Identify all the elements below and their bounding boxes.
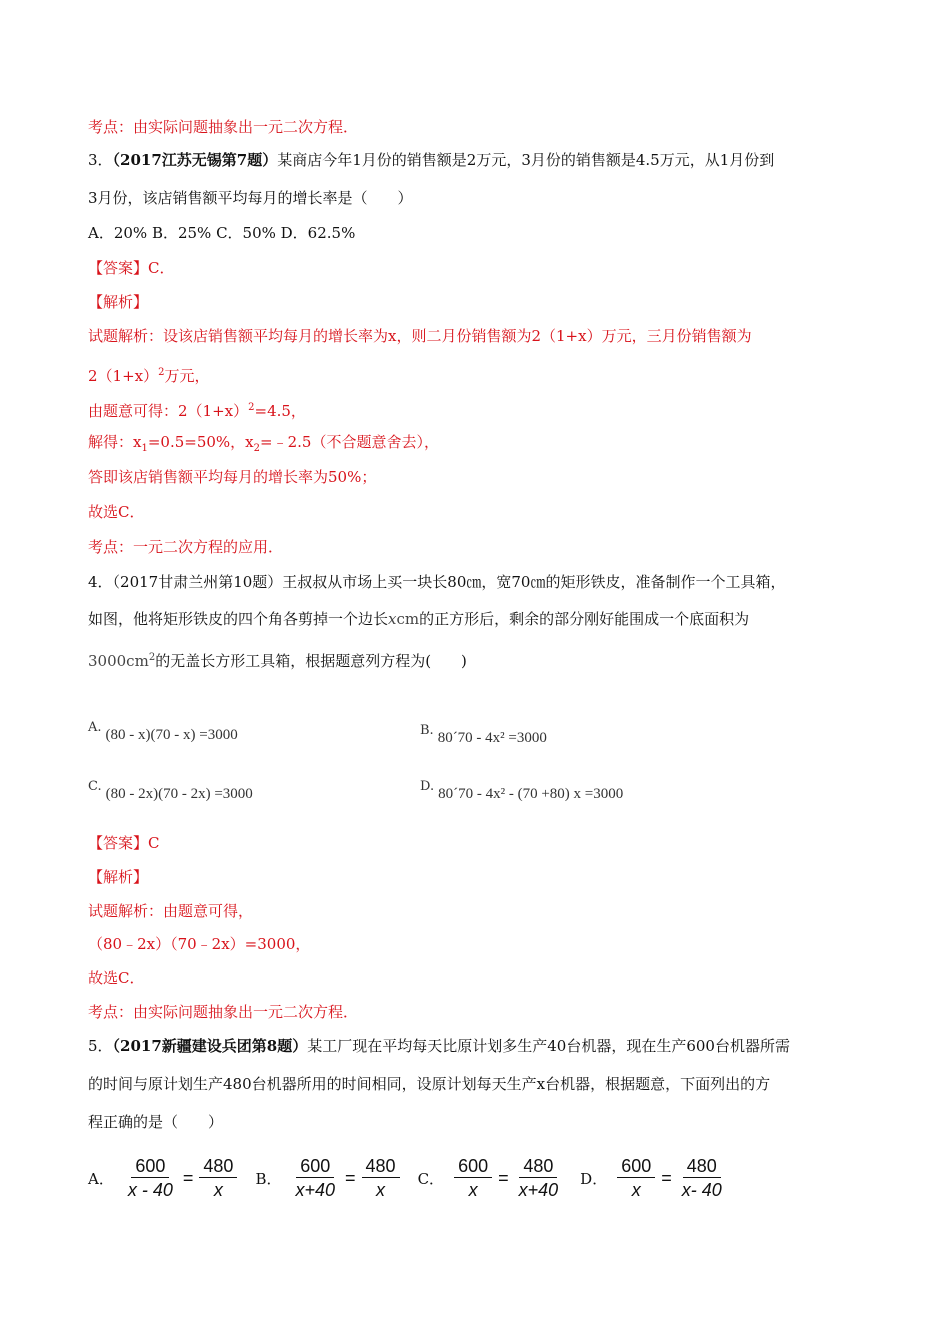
q3-answer: 【答案】C． — [88, 259, 175, 277]
q5-option-b — [255, 1155, 399, 1202]
q5-option-c — [418, 1155, 563, 1202]
q5-stem-line1 — [88, 1036, 790, 1056]
fraction-numerator: 480 — [362, 1155, 400, 1178]
q5-option-a-label: A． — [88, 1170, 114, 1188]
q3-solution-line3 — [88, 398, 306, 421]
q4-option-c-text: (80 - 2x)(70 - 2x) =3000 — [105, 786, 253, 802]
q4-stem2-b: 的正方形后，剩余的部分刚好能围成一个底面积为 — [419, 610, 750, 628]
q3-sol4-c: =﹣2.5（不合题意舍去）， — [260, 433, 439, 451]
q5-number: 5． — [88, 1037, 113, 1055]
fraction-denominator: x — [468, 1180, 478, 1200]
q3-solution-line2 — [88, 363, 210, 386]
q4-kaodian: 考点：由实际问题抽象出一元二次方程． — [88, 1003, 359, 1021]
q5-option-d-left-fraction — [617, 1155, 655, 1202]
q4-option-c — [88, 779, 253, 803]
q3-stem1: 某商店今年1月份的销售额是2万元，3月份的销售额是4.5万元，从1月份到 — [277, 151, 775, 169]
q5-source: （2017新疆建设兵团第8题） — [112, 1037, 308, 1055]
q4-stem-line1: 4．（2017甘肃兰州第10题）王叔叔从市场上买一块长80㎝，宽70㎝的矩形铁皮，准备制作一个工具箱， — [88, 573, 786, 591]
q5-option-c-right-fraction — [515, 1155, 563, 1202]
q5-stem-line2: 的时间与原计划生产480台机器所用的时间相同，设原计划每天生产x台机器，根据题意，下面列出的方 — [88, 1075, 771, 1093]
q4-option-d-label: D. — [420, 779, 435, 794]
q4-option-a-label: A. — [88, 720, 102, 735]
q5-option-a-left-fraction — [124, 1155, 177, 1202]
fraction-numerator: 480 — [199, 1155, 237, 1178]
q3-sol2-a: 2（1+x） — [88, 367, 159, 385]
q3-sol3-sup: 2 — [248, 402, 255, 413]
q3-sol3-b: =4.5， — [254, 402, 306, 420]
equals-sign: = — [498, 1168, 509, 1188]
fraction-denominator: x - 40 — [127, 1180, 173, 1200]
q5-option-b-right-fraction — [362, 1155, 400, 1202]
q4-option-a — [88, 720, 238, 744]
q3-solution-line4 — [88, 432, 439, 459]
fraction-numerator: 600 — [617, 1155, 655, 1178]
equals-sign: = — [182, 1168, 194, 1188]
q4-option-d — [420, 779, 624, 803]
q4-jiexi: 【解析】 — [88, 868, 149, 886]
q5-stem-line3: 程正确的是（ ） — [88, 1113, 224, 1131]
q4-option-c-label: C. — [88, 779, 102, 794]
q3-stem-line1 — [88, 150, 774, 170]
q3-solution-line1: 试题解析：设该店销售额平均每月的增长率为x，则二月份销售额为2（1+x）万元，三月份销售额为 — [88, 327, 752, 345]
q3-solution-line6: 故选C． — [88, 503, 145, 521]
q5-option-b-label: B． — [255, 1170, 282, 1188]
fraction-numerator: 480 — [519, 1155, 557, 1178]
q5-option-d-label: D． — [580, 1170, 608, 1188]
equals-sign: = — [661, 1168, 672, 1188]
q5-option-a — [88, 1155, 237, 1202]
q4-unit-cm: cm — [396, 610, 420, 628]
q4-solution-line1: 试题解析：由题意可得， — [88, 902, 254, 920]
q3-sol2-sup: 2 — [158, 367, 165, 378]
q3-stem2: 3月份，该店销售额平均每月的增长率是（ ） — [88, 189, 413, 207]
q3-sol4-a: 解得：x — [88, 433, 142, 451]
fraction-numerator: 480 — [683, 1155, 721, 1178]
q4-answer: 【答案】C — [88, 834, 160, 852]
fraction-numerator: 600 — [296, 1155, 334, 1178]
q4-option-b-label: B. — [420, 723, 434, 738]
fraction-denominator: x — [213, 1180, 223, 1200]
q4-stem-line3 — [88, 648, 467, 671]
q4-option-b-text: 80´70 - 4x² =3000 — [437, 730, 547, 746]
q5-stem1: 某工厂现在平均每天比原计划多生产40台机器，现在生产600台机器所需 — [307, 1037, 790, 1055]
q4-var-x: x — [388, 610, 397, 628]
q5-options — [88, 1155, 744, 1202]
q4-solution-line2: （80﹣2x）（70﹣2x）=3000， — [88, 935, 311, 953]
q3-options: A．20% B．25% C．50% D．62.5% — [88, 224, 356, 242]
q4-solution-line3: 故选C． — [88, 969, 145, 987]
q4-option-a-text: (80 - x)(70 - x) =3000 — [105, 727, 238, 743]
q4-option-d-text: 80´70 - 4x² - (70 +80) x =3000 — [438, 786, 624, 802]
q5-option-d — [580, 1155, 726, 1202]
q5-option-a-right-fraction — [199, 1155, 237, 1202]
fraction-denominator: x+40 — [518, 1180, 559, 1200]
q3-jiexi: 【解析】 — [88, 293, 149, 311]
q2-kaodian: 考点：由实际问题抽象出一元二次方程． — [88, 118, 359, 136]
q3-solution-line5: 答即该店销售额平均每月的增长率为50%； — [88, 468, 377, 486]
q5-option-b-left-fraction — [291, 1155, 339, 1202]
q3-kaodian: 考点：一元二次方程的应用． — [88, 538, 284, 556]
fraction-denominator: x — [631, 1180, 641, 1200]
q3-sol3-a: 由题意可得：2（1+x） — [88, 402, 249, 420]
q3-sol4-sub2: 2 — [253, 443, 261, 454]
q3-sol4-b: =0.5=50%，x — [147, 433, 254, 451]
fraction-numerator: 600 — [131, 1155, 169, 1178]
q4-area-sup: 2 — [148, 652, 156, 663]
fraction-denominator: x — [376, 1180, 386, 1200]
q4-stem2-a: 如图，他将矩形铁皮的四个角各剪掉一个边长 — [88, 610, 389, 628]
equals-sign: = — [345, 1168, 356, 1188]
q3-sol2-b: 万元， — [164, 367, 210, 385]
q4-area: 3000cm — [88, 652, 149, 670]
q5-option-c-label: C． — [417, 1170, 445, 1188]
q3-sol4-sub1: 1 — [141, 443, 148, 454]
q4-option-b — [420, 723, 547, 747]
q4-stem-line2 — [88, 609, 749, 629]
fraction-numerator: 600 — [454, 1155, 492, 1178]
q3-source: （2017江苏无锡第7题） — [112, 151, 278, 169]
fraction-denominator: x- 40 — [681, 1180, 722, 1200]
q4-stem3-b: 的无盖长方形工具箱，根据题意列方程为( ) — [155, 652, 467, 670]
q3-number: 3． — [88, 151, 113, 169]
fraction-denominator: x+40 — [295, 1180, 336, 1200]
q5-option-c-left-fraction — [454, 1155, 492, 1202]
q5-option-d-right-fraction — [678, 1155, 726, 1202]
